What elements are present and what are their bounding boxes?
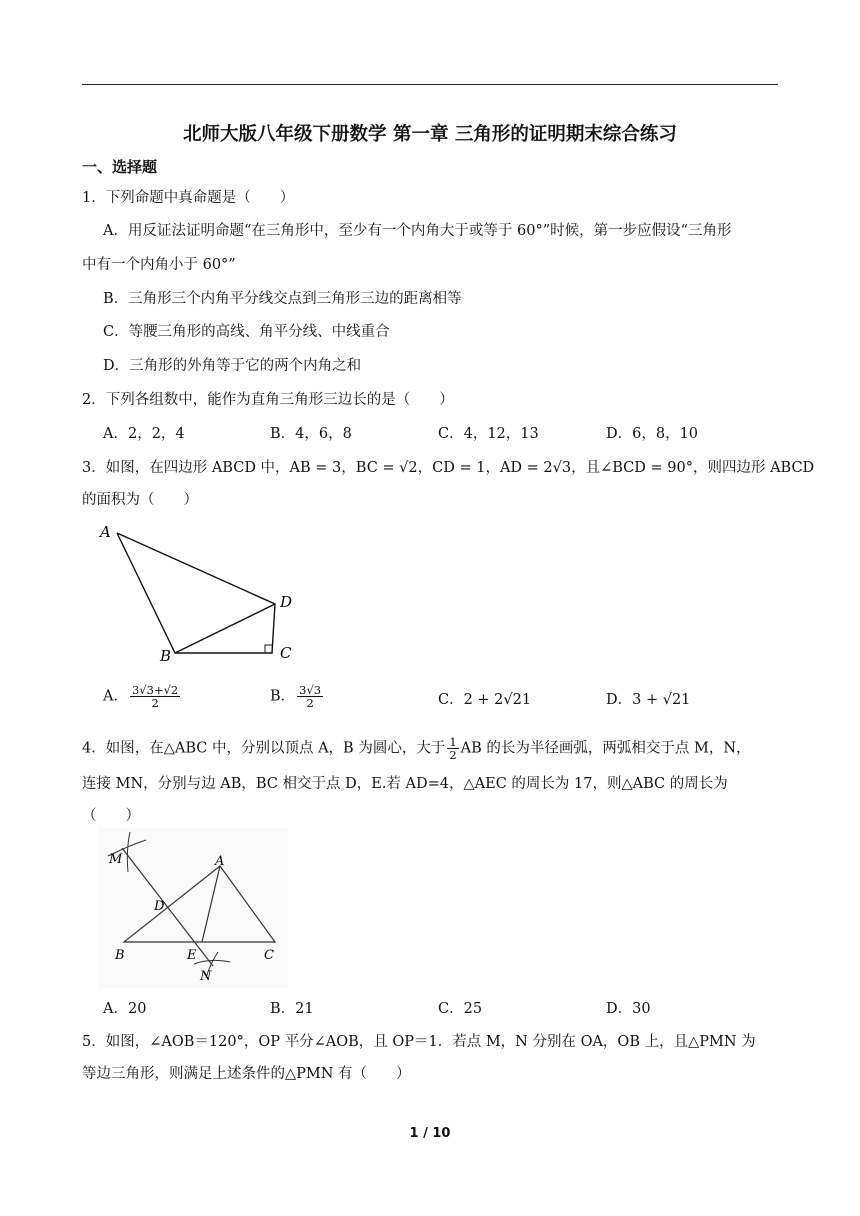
q4-frac-den: 2 [449,748,457,762]
q4-stem-post: AB 的长为半径画弧，两弧相交于点 M，N， [460,740,751,757]
q1-option-c: C．等腰三角形的高线、角平分线、中线重合 [103,324,390,340]
q4-stem-cont: 连接 MN，分别与边 AB，BC 相交于点 D，E.若 AD=4，△AEC 的周长为 17，则△ABC 的周长为 [82,776,728,792]
q2-option-d: D．6，8，10 [606,426,699,442]
q1-option-a: A．用反证法证明命题“在三角形中，至少有一个内角大于或等于 60°”时候，第一步应假设“三角形 [103,223,732,239]
q3-label-c: C [280,644,292,662]
q4-option-d: D．30 [606,1001,651,1017]
q2-option-b: B．4，6，8 [270,426,352,442]
q3-option-b-fraction [297,684,323,709]
q3-stem-cont: 的面积为（ ） [82,492,198,508]
q3-stem: 3．如图，在四边形 ABCD 中，AB = 3，BC = √2，CD = 1，AD = 2√3，且∠BCD = 90°，则四边形 ABCD [82,460,815,476]
q3-option-c: C．2 + 2√21 [438,692,532,708]
q4-half-fraction [447,736,458,761]
q4-option-b: B．21 [270,1001,314,1017]
q3-option-b-den: 2 [306,696,314,710]
q4-stem-paren: （ ） [82,808,140,824]
q1-option-b: B．三角形三个内角平分线交点到三角形三边的距离相等 [103,291,462,307]
q1-stem: 1．下列命题中真命题是（ ） [82,190,295,206]
q4-option-a: A．20 [103,1001,147,1017]
q3-quadrilateral-figure [90,515,320,675]
q2-option-c: C．4，12，13 [438,426,539,442]
q5-stem-cont: 等边三角形，则满足上述条件的△PMN 有（ ） [82,1066,411,1082]
header-rule [82,84,778,85]
q3-option-a-den: 2 [151,696,159,710]
q3-label-a: A [100,523,111,541]
q3-option-a [103,684,182,709]
q4-stem-pre: 4．如图，在△ABC 中，分别以顶点 A，B 为圆心，大于 [82,740,446,757]
q4-label-d: D [154,899,165,914]
q4-frac-num: 1 [449,735,457,749]
q3-label-d: D [280,593,293,611]
q4-label-a: A [215,854,225,869]
q4-label-c: C [264,948,274,963]
section-heading: 一、选择题 [82,158,158,176]
q3-diagonal-bd [175,604,275,653]
q4-option-c: C．25 [438,1001,483,1017]
q4-triangle-figure [98,828,288,988]
q4-label-m: M [109,852,123,867]
page-number: 1 / 10 [409,1126,451,1141]
q3-quad-outline [117,533,275,653]
q3-option-b [270,684,325,709]
q3-option-a-prefix: A． [103,688,128,705]
q2-stem: 2．下列各组数中，能作为直角三角形三边长的是（ ） [82,392,454,408]
q3-option-b-num: 3√3 [299,683,322,697]
q3-option-b-prefix: B． [270,688,296,705]
q5-stem: 5．如图，∠AOB＝120°，OP 平分∠AOB，且 OP＝1．若点 M，N 分别在 OA，OB 上，且△PMN 为 [82,1034,756,1050]
q3-option-d: D．3 + √21 [606,692,691,708]
q4-stem [82,736,751,761]
page-title: 北师大版八年级下册数学 第一章 三角形的证明期末综合练习 [183,124,677,145]
q4-label-n: N [200,969,212,984]
q4-figure-background [98,828,288,988]
q1-option-a-cont: 中有一个内角小于 60°” [82,257,236,273]
q1-option-d: D．三角形的外角等于它的两个内角之和 [103,358,362,374]
q4-label-b: B [115,948,125,963]
q2-option-a: A．2，2，4 [103,426,185,442]
q4-label-e: E [187,948,197,963]
q3-option-a-num: 3√3+√2 [131,683,179,697]
q3-label-b: B [160,647,172,665]
q3-option-a-fraction [130,684,180,709]
